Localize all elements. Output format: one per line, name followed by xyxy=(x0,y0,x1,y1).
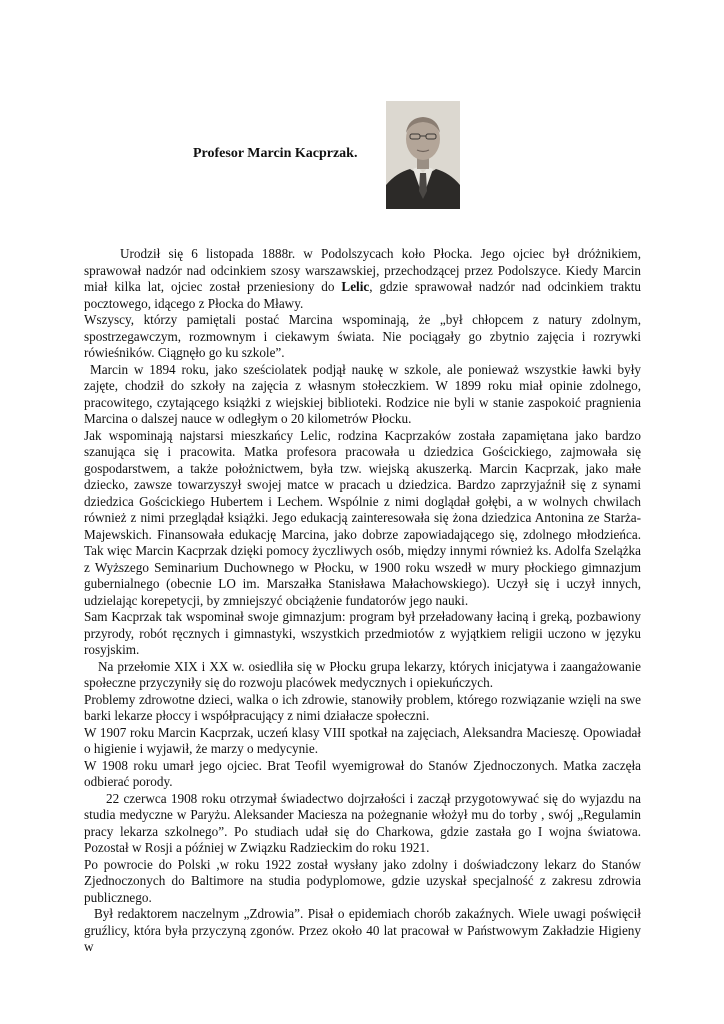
paragraph: Problemy zdrowotne dzieci, walka o ich zdrowie, stanowiły problem, którego rozwiązanie wzięli na swe barki lekarze płoccy i współpracujący z nimi działacze społeczni. xyxy=(84,691,641,723)
portrait-photo xyxy=(386,101,460,209)
bold-place-name: Lelic xyxy=(341,279,370,294)
document-body xyxy=(84,246,641,956)
paragraph: Wszyscy, którzy pamiętali postać Marcina wspominają, że „był chłopcem z natury zdolnym, spostrzegawczym, rozmownym i ciekawym świata. Nie pociągały go zbytnio zajęcia i rozrywki rówieśników. Ciągnęło go ku szkole”. xyxy=(84,312,641,360)
paragraph: Jak wspominają najstarsi mieszkańcy Lelic, rodzina Kacprzaków została zapamiętana jako bardzo szanująca się i pracowita. Matka profesora pracowała u dziedzica Gościckiego, zajmowała się gospodarstwem, a także położnictwem, była tzw. wiejską akuszerką. Marcin Kacprzak, jako małe dziecko, zawsze towarzyszył swojej matce w pracach u dziedzica. Bardzo zaprzyjaźnił się z synami dziedzica Gościckiego Hubertem i Lechem. Wspólnie z nimi doglądał gołębi, a w wolnych chwilach również z nimi przeglądał książki. Jego edukacją zainteresowała się żona dziedzica Antonina ze Starża-Majewskich. Finansowała edukację Marcina, jako dobrze zapowiadającego się, zdolnego młodzieńca. Tak więc Marcin Kacprzak dzięki pomocy życzliwych osób, między innymi również ks. Adolfa Szelążka z Wyższego Seminarium Duchownego w Płocku, w 1900 roku wszedł w mury płockiego gimnazjum gubernialnego (obecnie LO im. Marszałka Stanisława Małachowskiego). Uczył się i uczył innych, udzielając korepetycji, by zmniejszyć obciążenie fundatorów jego nauki. xyxy=(84,427,641,608)
paragraph: Na przełomie XIX i XX w. osiedliła się w Płocku grupa lekarzy, których inicjatywa i zaangażowanie społeczne przyczyniły się do rozwoju placówek medycznych i opiekuńczych. xyxy=(84,658,641,690)
paragraph: Marcin w 1894 roku, jako sześciolatek podjął naukę w szkole, ale ponieważ wszystkie ławki były zajęte, chodził do szkoły na zajęcia z własnym stołeczkiem. W 1899 roku miał opinie zdolnego, pracowitego, czytającego książki z wiejskiej biblioteki. Rodzice nie byli w stanie zaspokoić pragnienia Marcina o dalszej nauce w odległym o 20 kilometrów Płocku. xyxy=(84,361,641,426)
paragraph: W 1907 roku Marcin Kacprzak, uczeń klasy VIII spotkał na zajęciach, Aleksandra Macieszę. Opowiadał o higienie i wyjawił, że marzy o medycynie. xyxy=(84,724,641,756)
paragraph: W 1908 roku umarł jego ojciec. Brat Teofil wyemigrował do Stanów Zjednoczonych. Matka zaczęła odbierać porody. xyxy=(84,757,641,789)
portrait-image xyxy=(386,101,460,209)
document-title: Profesor Marcin Kacprzak. xyxy=(193,146,358,161)
paragraph: 22 czerwca 1908 roku otrzymał świadectwo dojrzałości i zaczął przygotowywać się do wyjazdu na studia medyczne w Paryżu. Aleksander Maciesza na pożegnanie włożył mu do torby , swój „Regulamin pracy lekarza szkolnego”. Po studiach udał się do Charkowa, gdzie zastała go I wojna światowa. Pozostał w Rosji a później w Związku Radzieckim do roku 1921. xyxy=(84,790,641,855)
paragraph: Sam Kacprzak tak wspominał swoje gimnazjum: program był przeładowany łaciną i greką, pozbawiony przyrody, robót ręcznych i gimnastyki, wszystkich przedmiotów z wyjątkiem religii uczono w języku rosyjskim. xyxy=(84,609,641,657)
paragraph: Był redaktorem naczelnym „Zdrowia”. Pisał o epidemiach chorób zakaźnych. Wiele uwagi poświęcił gruźlicy, która była przyczyną zgonów. Przez około 40 lat pracował w Państwowym Zakładzie Higieny w xyxy=(84,906,641,954)
paragraph: Urodził się 6 listopada 1888r. w Podolszycach koło Płocka. Jego ojciec był dróżnikiem, sprawował nadzór nad odcinkiem szosy warszawskiej, przechodzącej przez Podolszyce. Kiedy Marcin miał kilka lat, ojciec został przeniesiony do Lelic, gdzie sprawował nadzór nad odcinkiem traktu pocztowego, idącego z Płocka do Mławy. xyxy=(84,246,641,311)
paragraph: Po powrocie do Polski ,w roku 1922 został wysłany jako zdolny i doświadczony lekarz do Stanów Zjednoczonych do Baltimore na studia podyplomowe, gdzie uzyskał specjalność z zakresu zdrowia publicznego. xyxy=(84,856,641,905)
